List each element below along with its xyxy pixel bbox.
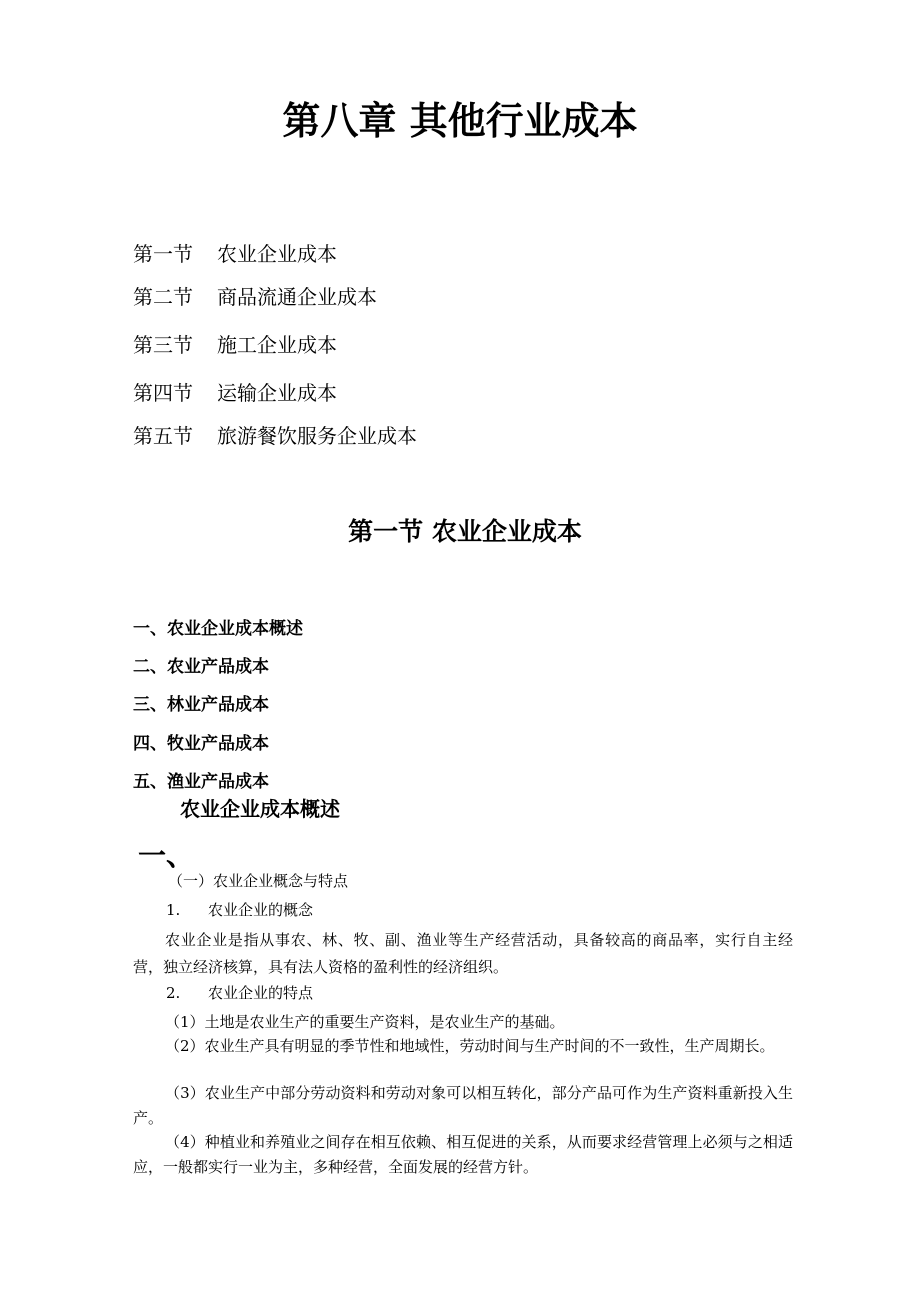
toc-item-number: 第五节: [133, 424, 193, 448]
chapter-title: 第八章 其他行业成本: [282, 99, 638, 143]
toc-item-number: 第一节: [133, 242, 193, 266]
toc-item: [133, 420, 417, 449]
toc-item: [133, 329, 337, 358]
toc-item-title: 运输企业成本: [217, 381, 337, 405]
list-item-number: 1.: [166, 901, 181, 919]
section-title: 第一节 农业企业成本: [348, 517, 582, 546]
point-item: （2）农业生产具有明显的季节性和地域性，劳动时间与生产时间的不一致性，生产周期长。: [165, 1037, 775, 1055]
toc-item-title: 施工企业成本: [217, 333, 337, 357]
toc-item: [133, 377, 337, 406]
list-item-title: 农业企业的特点: [208, 984, 314, 1002]
outline-item: 一、农业企业成本概述: [133, 619, 303, 639]
toc-item: [133, 238, 337, 267]
outline-item: 三、林业产品成本: [133, 695, 269, 715]
list-item: [166, 899, 313, 920]
paragraph: 农业企业是指从事农、林、牧、副、渔业等生产经营活动，具备较高的商品率，实行自主经营，独立经济核算，具有法人资格的盈利性的经济组织。: [133, 931, 793, 976]
list-item-title: 农业企业的概念: [208, 901, 314, 919]
list-item-number: 2.: [166, 984, 181, 1002]
toc-item-title: 农业企业成本: [217, 242, 337, 266]
list-item: [166, 982, 313, 1003]
toc-item-number: 第三节: [133, 333, 193, 357]
part-heading: （一）农业企业概念与特点: [168, 872, 349, 890]
outline-item: 四、牧业产品成本: [133, 734, 269, 754]
toc-item-number: 第四节: [133, 381, 193, 405]
point-item: （3）农业生产中部分劳动资料和劳动对象可以相互转化，部分产品可作为生产资料重新投入生产。: [133, 1084, 793, 1127]
point-item: （4）种植业和养殖业之间存在相互依赖、相互促进的关系，从而要求经营管理上必须与之相适应，一般都实行一业为主，多种经营，全面发展的经营方针。: [133, 1133, 793, 1176]
toc-item-title: 商品流通企业成本: [217, 285, 377, 309]
outline-item: 二、农业产品成本: [133, 657, 269, 677]
toc-item-title: 旅游餐饮服务企业成本: [217, 424, 417, 448]
outline-item: 五、渔业产品成本: [133, 772, 269, 792]
toc-item: [133, 281, 377, 310]
toc-item-number: 第二节: [133, 285, 193, 309]
sub-heading-number: 一、: [138, 839, 195, 872]
point-item: （1）土地是农业生产的重要生产资料，是农业生产的基础。: [165, 1013, 565, 1031]
sub-heading-text: 农业企业成本概述: [180, 797, 340, 821]
